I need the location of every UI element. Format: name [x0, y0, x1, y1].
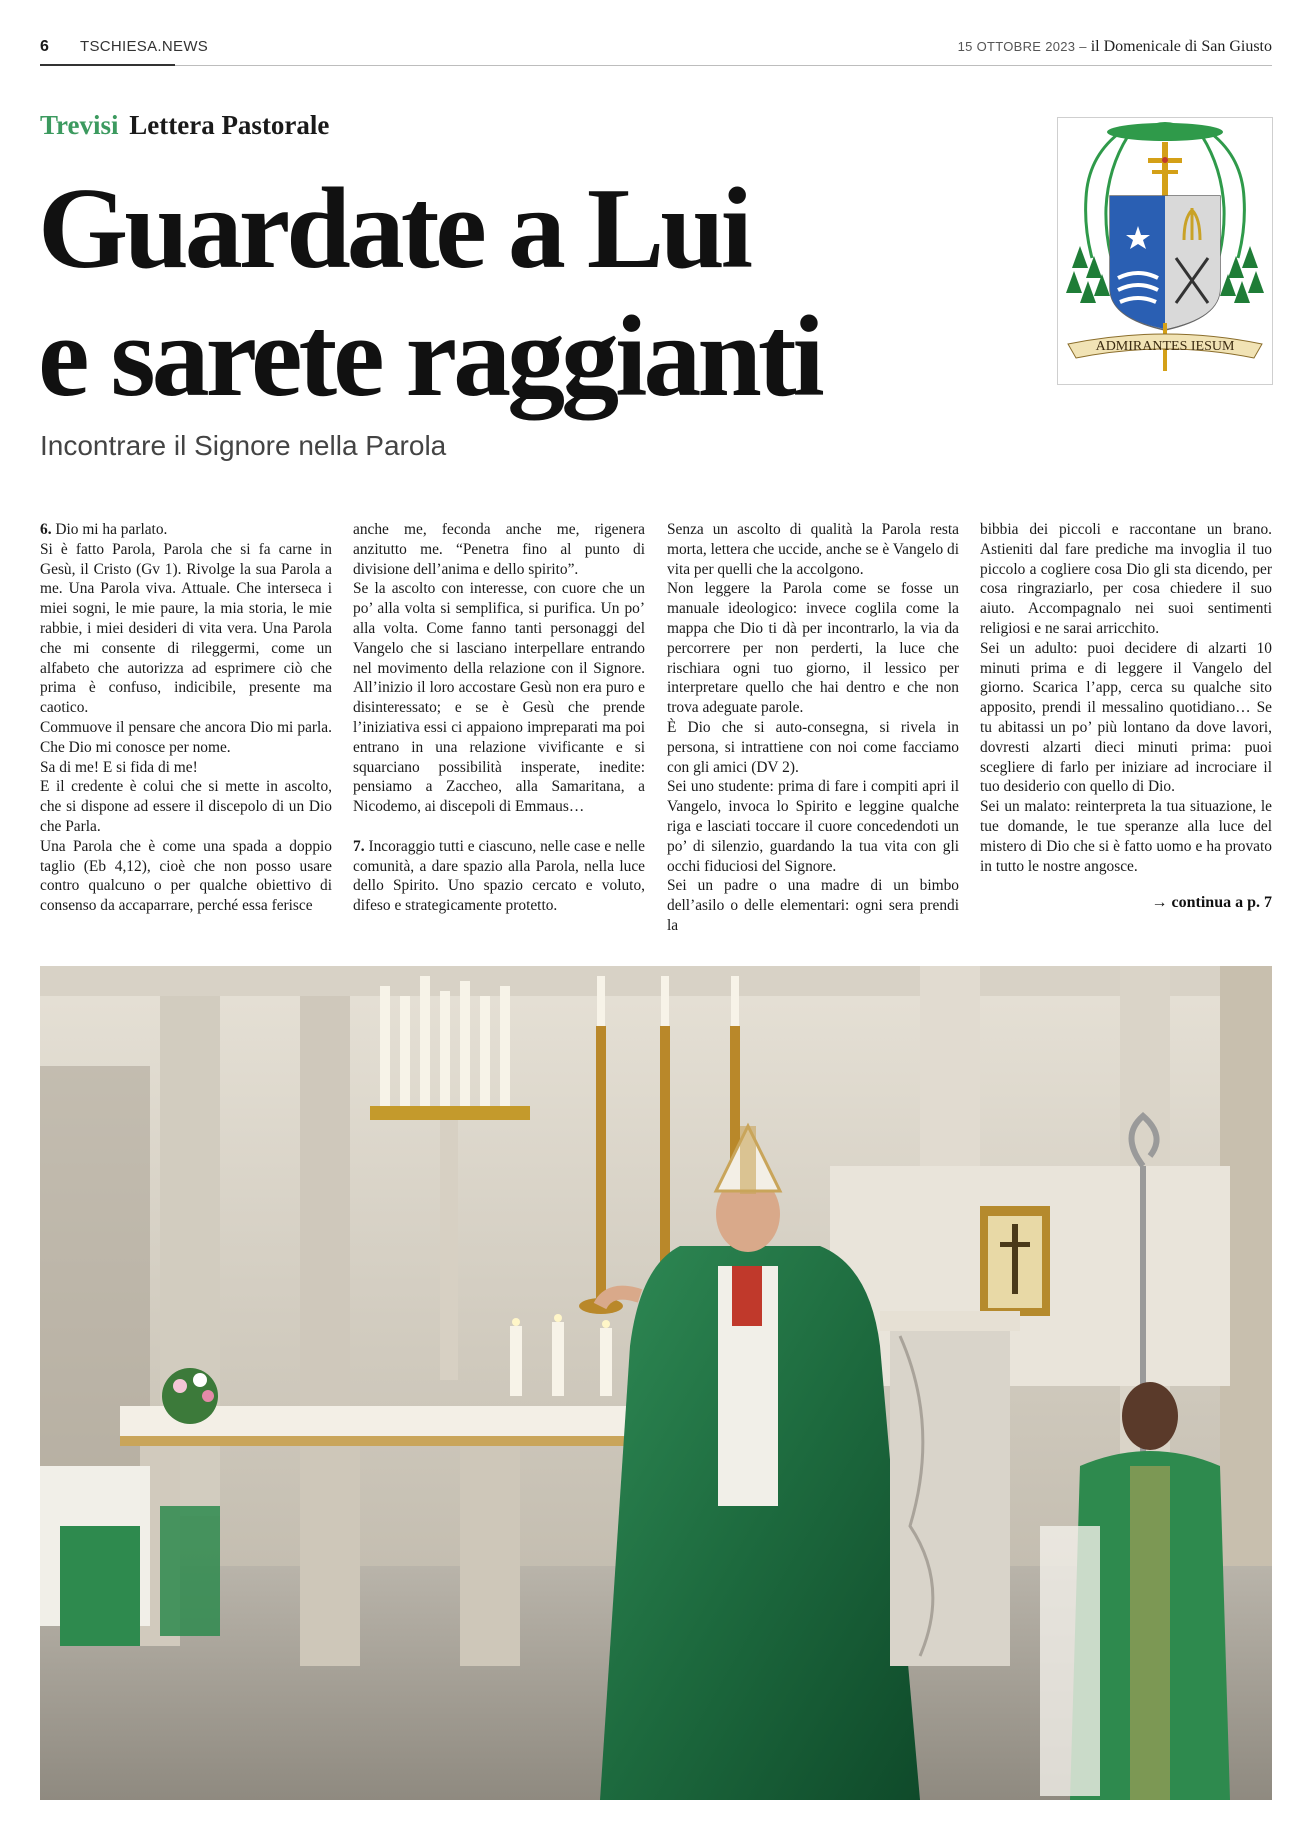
paragraph: Senza un ascolto di qualità la Parola resta morta, lettera che uccide, anche se è Vangelo di vita per quelli che la accolgono. [667, 521, 959, 578]
paragraph: Sa di me! E si fida di me! [40, 758, 198, 776]
paragraph: anche me, feconda anche me, rigenera anzitutto me. “Penetra fino al punto di divisione dell’anima e dello spirito”. [353, 521, 645, 578]
paragraph-text: Dio mi ha parlato. [51, 521, 168, 538]
arms-motto: ADMIRANTES IESUM [1095, 339, 1235, 354]
continued-link[interactable]: → continua a p. 7 [1151, 894, 1272, 911]
issue-date: 15 OTTOBRE 2023 – [957, 39, 1087, 54]
column-4 [980, 520, 1272, 876]
site-name: TSCHIESA.NEWS [80, 38, 209, 55]
paragraph [40, 520, 332, 540]
headline-line-1: Guardate a Lui [38, 165, 749, 293]
header-rule [40, 65, 1272, 66]
coat-of-arms-icon [1058, 118, 1272, 384]
header-rule-accent [40, 64, 175, 66]
page-header [40, 36, 1272, 64]
page-number: 6 [40, 38, 49, 55]
section-number: 6. [40, 521, 52, 538]
coat-of-arms [1057, 117, 1273, 385]
paragraph: bibbia dei piccoli e raccontane un brano. Astieniti dal fare prediche ma invoglia il tuo piccolo a cogliere cosa Dio gli sta dicendo, per cosa ringraziarlo, per cosa chiedere il suo aiuto. Accompagnalo nei suoi sentimenti religiosi e ne sarai arricchito. [980, 521, 1272, 637]
paragraph [353, 837, 645, 916]
paragraph: E il credente è colui che si mette in ascolto, che si dispone ad essere il discepolo di un Dio che Parla. [40, 778, 332, 835]
column-1 [40, 520, 332, 916]
paragraph: Se la ascolto con interesse, con cuore che un po’ alla volta si semplifica, si purifica. Un po’ alla volta. Come fanno tanti personaggi del Vangelo che si lasciano interpellare entrando nel movimento della relazione con il Signore. All’inizio il loro accostare Gesù non era puro e disinteressato; e se è Gesù che prende l’iniziativa essi ci appaiono impreparati ma poi entrano in una relazione vivificante e si squarciano possibilità insperate, inedite: pensiamo a Zaccheo, alla Samaritana, a Nicodemo, ai discepoli di Emmaus… [353, 580, 645, 816]
bishop-preaching-photo [40, 966, 1272, 1800]
paragraph-text: Incoraggio tutti e ciascuno, nelle case e nelle comunità, a dare spazio alla Parola, nella luce dello Spirito. Uno spazio cercato e voluto, difeso e strategicamente protetto. [353, 837, 645, 915]
column-2 [353, 520, 645, 916]
paragraph: Sei un padre o una madre di un bimbo dell’asilo o delle elementari: ogni sera prendi la [667, 877, 959, 934]
column-3 [667, 520, 959, 936]
paragraph: Commuove il pensare che ancora Dio mi parla. Che Dio mi conosce per nome. [40, 718, 332, 756]
kicker [40, 110, 329, 141]
paragraph: È Dio che si auto-consegna, si rivela in persona, si intrattiene con noi come facciamo con gli amici (DV 2). [667, 718, 959, 776]
paragraph: Una Parola che è come una spada a doppio taglio (Eb 4,12), cioè che non posso usare contro qualcuno o per qualche obiettivo di consenso da accaparrare, perché essa ferisce [40, 837, 332, 915]
section-number: 7. [353, 837, 365, 855]
paper-name: il Domenicale di San Giusto [1090, 38, 1272, 55]
paragraph: Sei uno studente: prima di fare i compiti apri il Vangelo, invoca lo Spirito e leggine qualche riga e lasciati toccare il cuore concedendoti un po’ di silenzio, guardando la tua vita con gli occhi fiduciosi del Signore. [667, 778, 959, 875]
dateline [958, 38, 1272, 56]
kicker-section: Lettera Pastorale [129, 110, 330, 140]
paragraph: Sei un malato: reinterpreta la tua situazione, le tue domande, le tue speranze alla luce del mistero di Dio che si è fatto uomo e ha provato in tutto le nostre angosce. [980, 798, 1272, 875]
article-body [40, 520, 1272, 934]
kicker-location: Trevisi [40, 110, 119, 140]
paragraph: Si è fatto Parola, Parola che si fa carne in Gesù, il Cristo (Gv 1). Rivolge la sua Parola a me. Una Parola viva. Attuale. Che interseca i miei sogni, le mie paure, la mia storia, le mie rabbie, i miei desideri di vita vera. Una Parola che mi consente di rileggermi, come un alfabeto che autorizza ad esprimere ciò che prima è confuso, indicibile, presente ma caotico. [40, 540, 332, 717]
paragraph: Sei un adulto: puoi decidere di alzarti 10 minuti prima e di leggere il Vangelo del giorno. Scarica l’app, cerca su qualche sito apposito, prendi il messalino quotidiano… Se tu abitassi un po’ più lontano da dove lavori, dovresti alzarti dieci minuti prima: puoi scegliere di farlo per iniziare ad incrociare il tuo desiderio con quello di Dio. [980, 639, 1272, 796]
headline [38, 165, 898, 421]
paragraph: Non leggere la Parola come se fosse un manuale ideologico: invece coglila come la mappa che Dio ti dà per incontrarlo, la via da percorrere per non perderti, la luce che rischiara ogni tuo giorno, il lessico per interpretare quello che hai dentro e che non trova adeguate parole. [667, 580, 959, 717]
subtitle: Incontrare il Signore nella Parola [40, 430, 447, 461]
headline-line-2: e sarete raggianti [38, 293, 821, 421]
article-photo [40, 966, 1272, 1800]
